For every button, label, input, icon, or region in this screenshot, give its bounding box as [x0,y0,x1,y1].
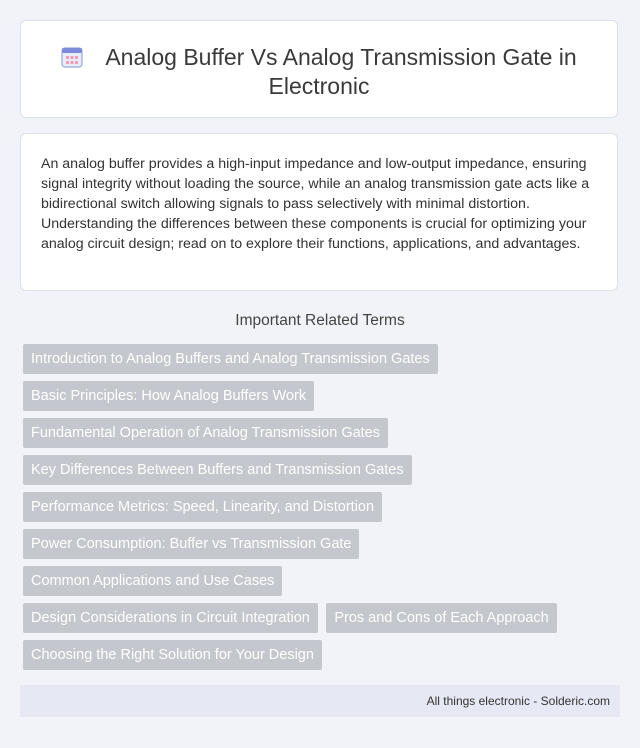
page-title-text: Analog Buffer Vs Analog Transmission Gate in Electronic [105,44,577,99]
title-card [20,20,618,118]
related-term-tag[interactable]: Common Applications and Use Cases [23,566,282,596]
related-terms-heading: Important Related Terms [235,312,405,329]
related-term-tag[interactable]: Choosing the Right Solution for Your Design [23,640,322,670]
calendar-icon [61,46,83,68]
related-term-tag[interactable]: Power Consumption: Buffer vs Transmission Gate [23,529,359,559]
related-term-tag[interactable]: Key Differences Between Buffers and Transmission Gates [23,455,412,485]
page-title [21,43,617,101]
related-term-tag[interactable]: Basic Principles: How Analog Buffers Work [23,381,314,411]
summary-text: An analog buffer provides a high-input impedance and low-output impedance, ensuring signal integrity without loading the source, while an analog transmission gate acts like a bidirectional switch allowing signals to pass selectively with minimal distortion. Understanding the differences between these components is crucial for optimizing your analog circuit design; read on to explore their functions, applications, and advantages. [41,156,590,252]
related-term-tag[interactable]: Pros and Cons of Each Approach [326,603,556,633]
related-term-tag[interactable]: Design Considerations in Circuit Integration [23,603,318,633]
related-term-tag[interactable]: Performance Metrics: Speed, Linearity, and Distortion [23,492,382,522]
footer [20,685,620,717]
related-term-tag[interactable]: Fundamental Operation of Analog Transmission Gates [23,418,388,448]
footer-text: All things electronic - Solderic.com [426,694,610,708]
related-term-tag[interactable]: Introduction to Analog Buffers and Analog Transmission Gates [23,344,438,374]
summary-card [20,133,618,291]
related-terms-list [23,344,623,677]
